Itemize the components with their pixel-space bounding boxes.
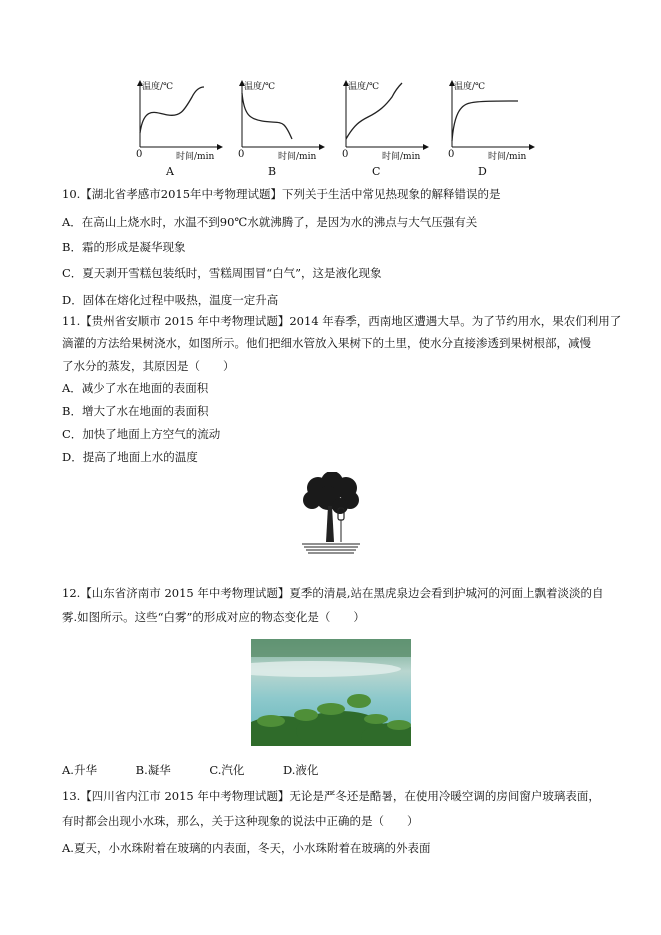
graph-b	[236, 75, 326, 178]
q12-options-row	[62, 762, 353, 778]
q12-option-d: D.液化	[282, 763, 319, 777]
graph-a-letter: A	[166, 165, 174, 178]
graph-b-curve	[242, 93, 292, 139]
q11-option-b: B．增大了水在地面的表面积	[62, 404, 209, 418]
graph-d-curve	[452, 101, 518, 141]
graph-a	[134, 75, 224, 178]
graph-d-ylabel: 温度/℃	[454, 82, 486, 92]
graph-a-curve	[140, 87, 204, 133]
q12-stem-line-2: 雾.如图所示。这些“白雾”的形成对应的物态变化是（ ）	[62, 610, 365, 624]
graph-b-letter: B	[268, 165, 277, 178]
graph-c-xlabel: 时间/min	[382, 152, 421, 162]
q12-option-a: A.升华	[62, 763, 97, 777]
q10-option-a: A．在高山上烧水时，水温不到90℃水就沸腾了，是因为水的沸点与大气压强有关	[62, 215, 478, 229]
q10-option-b: B．霜的形成是凝华现象	[62, 240, 186, 254]
q13-stem-line-2: 有时都会出现小水珠，那么，关于这种现象的说法中正确的是（ ）	[62, 814, 419, 828]
graph-a-origin: 0	[136, 149, 143, 160]
graph-b-xlabel: 时间/min	[278, 152, 317, 162]
q11-stem-line-1: 11.【贵州省安顺市 2015 年中考物理试题】2014 年春季，西南地区遭遇大旱。为了节约用水，果农们利用了	[62, 314, 622, 328]
graph-d-xlabel: 时间/min	[488, 152, 527, 162]
graph-b-ylabel: 温度/℃	[244, 82, 276, 92]
q12-stem-line-1: 12.【山东省济南市 2015 年中考物理试题】夏季的清晨,站在黑虎泉边会看到护城河的河面上飘着淡淡的自	[62, 586, 604, 600]
graph-c-origin: 0	[342, 149, 349, 160]
drip-irrigation-tree-image	[298, 472, 364, 554]
q10-stem: 10.【湖北省孝感市2015年中考物理试题】下列关于生活中常见热现象的解释错误的是	[62, 187, 501, 201]
q11-stem-line-2: 滴灌的方法给果树浇水，如图所示。他们把细水管放入果树下的土里，使水分直接渗透到果树根部，减慢	[62, 336, 591, 350]
graph-c	[340, 75, 430, 178]
graph-c-letter: C	[372, 165, 381, 178]
graph-d	[446, 75, 536, 178]
q13-option-a: A.夏天，小水珠附着在玻璃的内表面，冬天，小水珠附着在玻璃的外表面	[62, 841, 431, 855]
q13-stem-line-1: 13.【四川省内江市 2015 年中考物理试题】无论是严冬还是酷暑，在使用冷暖空调的房间窗户玻璃表面，	[62, 789, 600, 803]
q11-option-c: C．加快了地面上方空气的流动	[62, 427, 221, 441]
q12-option-b: B.凝华	[135, 763, 171, 777]
graph-a-xlabel: 时间/min	[176, 152, 215, 162]
q11-stem-line-3: 了水分的蒸发，其原因是（ ）	[62, 359, 235, 373]
q11-option-a: A．减少了水在地面的表面积	[62, 381, 209, 395]
graph-c-ylabel: 温度/℃	[348, 82, 380, 92]
graph-d-origin: 0	[448, 149, 455, 160]
graph-b-origin: 0	[238, 149, 245, 160]
q11-option-d: D．提高了地面上水的温度	[62, 450, 198, 464]
q10-option-d: D．固体在熔化过程中吸热，温度一定升高	[62, 293, 279, 307]
q10-option-c: C．夏天剥开雪糕包装纸时，雪糕周围冒“白气”，这是液化现象	[62, 266, 382, 280]
graph-d-letter: D	[478, 165, 487, 178]
misty-river-photo	[251, 639, 411, 746]
q12-option-c: C.汽化	[209, 763, 245, 777]
graph-a-ylabel: 温度/℃	[142, 82, 174, 92]
